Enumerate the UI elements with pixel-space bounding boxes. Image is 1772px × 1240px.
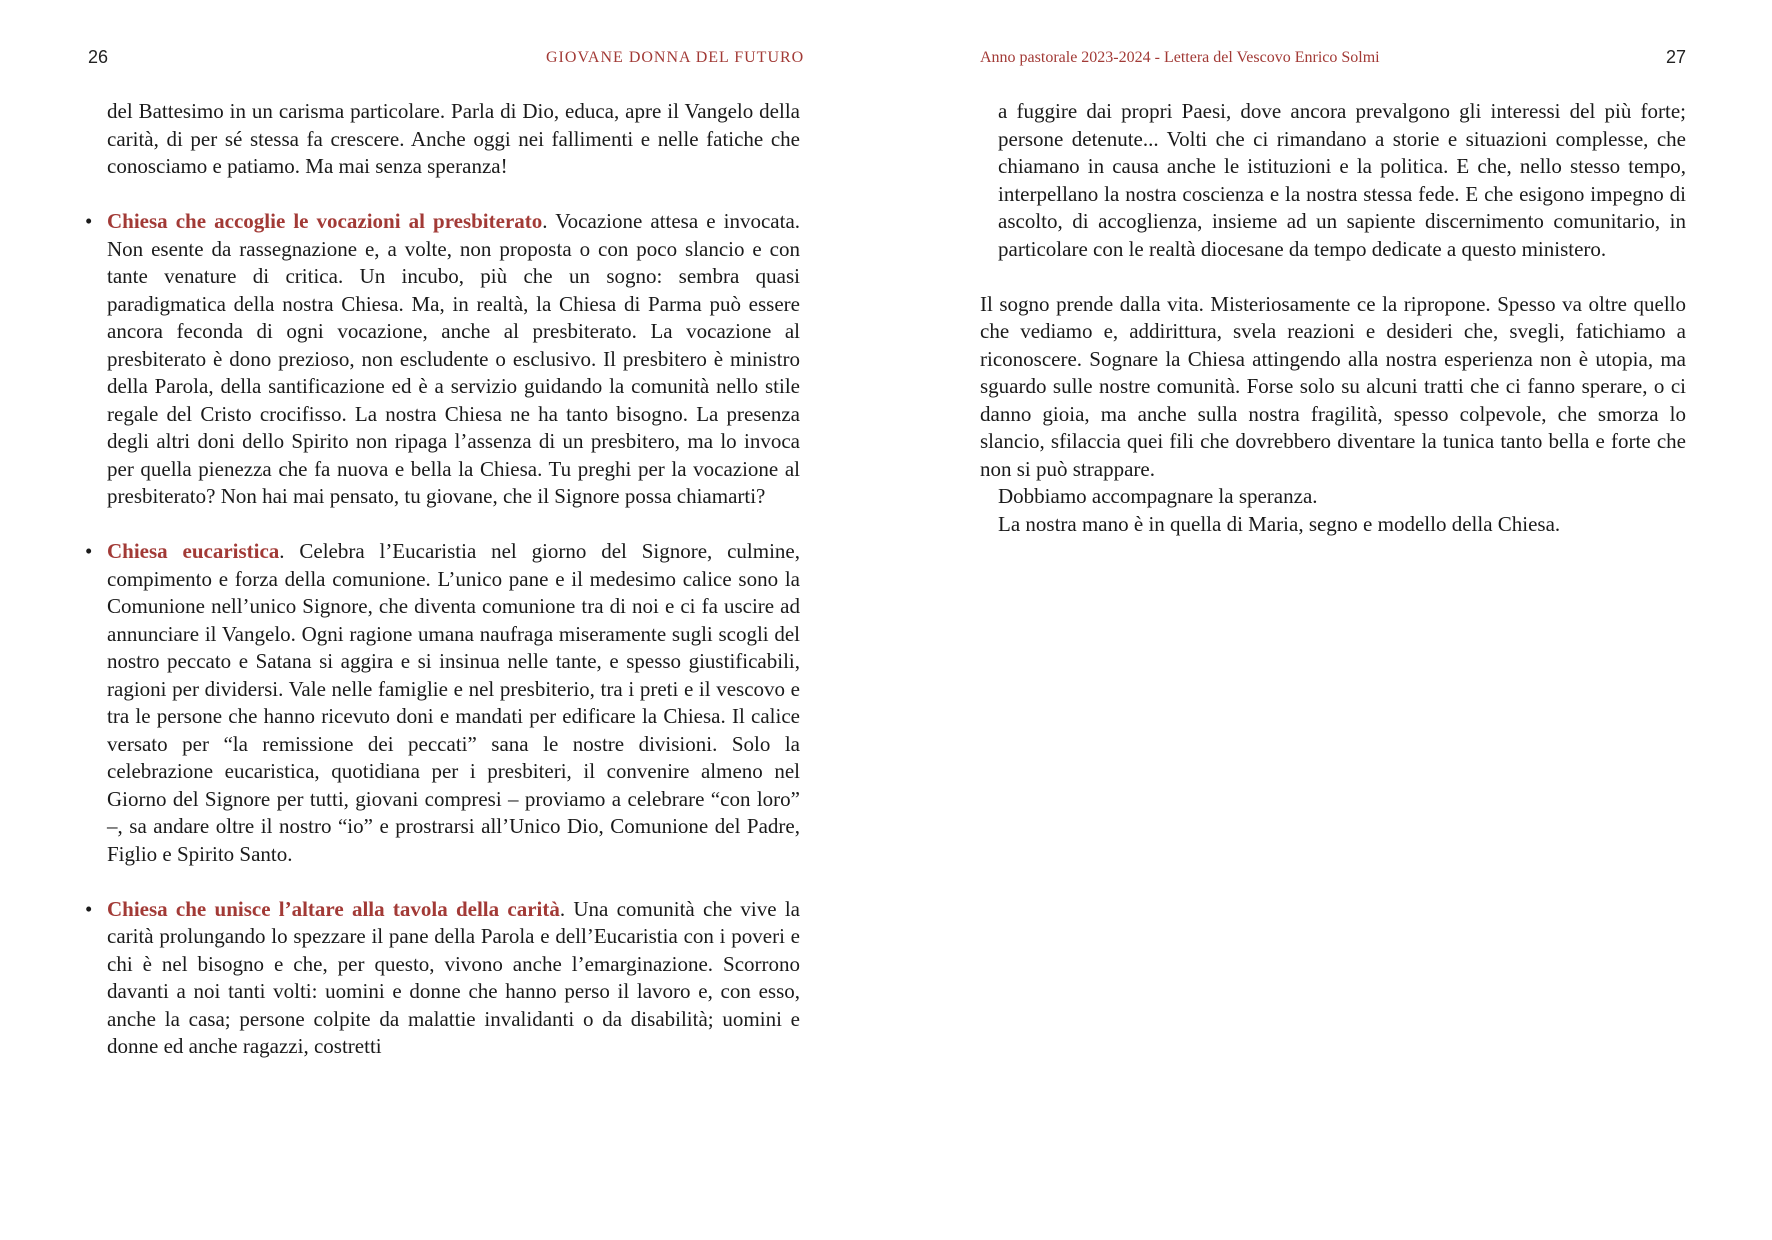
bullet-icon: •: [85, 209, 93, 233]
list-item: [85, 896, 800, 1061]
paragraph-gap: [107, 868, 800, 896]
list-item-body: . Vocazione attesa e invocata. Non esente da rassegnazione e, a volte, non proposta o con poco slancio e con tante venature di critica. Un incubo, più che un sogno: sembra quasi paradigmatica della nostra Chiesa. Ma, in realtà, la Chiesa di Parma può essere ancora feconda di ogni vocazione, anche al presbiterato. La vocazione al presbiterato è dono prezioso, non escludente o esclusivo. Il presbitero è ministro della Parola, della santificazione ed è a servizio guidando la comunità nello stile regale del Cristo crocifisso. La nostra Chiesa ne ha tanto bisogno. La presenza degli altri doni dello Spirito non ripaga l’assenza di un presbitero, ma lo invoca per quella pienezza che fa nuova e bella la Chiesa. Tu preghi per la vocazione al presbiterato? Non hai mai pensato, tu giovane, che il Signore possa chiamarti?: [107, 209, 801, 508]
mary-line: La nostra mano è in quella di Maria, segno e modello della Chiesa.: [998, 511, 1561, 536]
paragraph-gap: [107, 511, 800, 539]
list-item-lead: Chiesa che accoglie le vocazioni al presbiterato: [107, 209, 543, 233]
list-item: [85, 538, 800, 868]
paragraph-gap: [107, 181, 800, 209]
list-item-lead: Chiesa che unisce l’altare alla tavola della carità: [107, 896, 560, 921]
right-page-number: 27: [1666, 47, 1687, 67]
left-page-number: 26: [88, 47, 109, 67]
right-running-head: Anno pastorale 2023-2024 - Lettera del Vescovo Enrico Solmi: [980, 49, 1380, 66]
list-item-text: [107, 208, 800, 511]
left-running-head: GIOVANE DONNA DEL FUTURO: [546, 49, 805, 66]
list-item-lead: Chiesa eucaristica: [107, 539, 280, 563]
list-item-text: [107, 538, 800, 868]
list-item-body: . Una comunità che vive la carità prolungando lo spezzare il pane della Parola e dell’Eucaristia con i poveri e chi è nel bisogno e che, per questo, vivono anche l’emarginazione. Scorrono davanti a noi tanti volti: uomini e donne che hanno perso il lavoro e, con esso, anche la casa; persone colpite da malattie invalidanti o da disabilità; uomini e donne ed anche ragazzi, costretti: [107, 896, 800, 1058]
list-item-body: . Celebra l’Eucaristia nel giorno del Signore, culmine, compimento e forza della comunione. L’unico pane e il medesimo calice sono la Comunione nell’unico Signore, che diventa comunione tra di noi e ci fa uscire ad annunciare il Vangelo. Ogni ragione umana naufraga miseramente sugli scogli del nostro peccato e Satana si aggira e si insinua nelle tante, e spesso giustificabili, ragioni per dividersi. Vale nelle famiglie e nel presbiterio, tra i preti e il vescovo e tra le persone che hanno ricevuto doni e mandati per edificare la Chiesa. Il calice versato per “la remissione dei peccati” sana le nostre divisioni. Solo la celebrazione eucaristica, quotidiana per i presbiteri, il convenire almeno nel Giorno del Signore per tutti, giovani compresi – proviamo a celebrare “con loro” –, sa andare oltre il nostro “io” e prostrarsi all’Unico Dio, Comunione del Padre, Figlio e Spirito Santo.: [107, 539, 800, 866]
hope-line: Dobbiamo accompagnare la speranza.: [998, 484, 1318, 508]
dream-paragraph: Il sogno prende dalla vita. Misteriosamente ce la ripropone. Spesso va oltre quello che vediamo e, addirittura, svela reazioni e desideri che, svegli, fatichiamo a riconoscere. Sognare la Chiesa attingendo alla nostra esperienza non è utopia, ma sguardo sulle nostre comunità. Forse solo su alcuni tratti che ci fanno sperare, o ci danno gioia, ma anche sulla nostra fragilità, spesso colpevole, che smorza lo slancio, sfilaccia quei fili che dovrebbero diventare la tunica tanto bella e forte che non si può strappare.: [980, 291, 1686, 481]
list-item-text: [107, 896, 800, 1061]
left-continuation-paragraph: del Battesimo in un carisma particolare. Parla di Dio, educa, apre il Vangelo della carità, di per sé stessa fa crescere. Anche oggi nei fallimenti e nelle fatiche che conosciamo e patiamo. Ma mai senza speranza!: [107, 99, 800, 178]
right-continuation-paragraph: a fuggire dai propri Paesi, dove ancora prevalgono gli interessi del più forte; persone detenute... Volti che ci rimandano a storie e situazioni complesse, che chiamano in causa anche le istituzioni e la politica. E che, nello stesso tempo, interpellano la nostra coscienza e la nostra stessa fede. E che esigono impegno di ascolto, di accoglienza, insieme ad un sapiente discernimento comunitario, in particolare con le realtà diocesane da tempo dedicate a questo ministero.: [998, 99, 1686, 261]
paragraph-gap: [980, 263, 1686, 291]
list-item: [85, 208, 801, 511]
left-page-body: [85, 98, 801, 1061]
bullet-icon: •: [85, 539, 93, 563]
bullet-icon: •: [85, 896, 93, 921]
right-continuation-block: [980, 98, 1686, 263]
right-page-body: [980, 98, 1686, 538]
